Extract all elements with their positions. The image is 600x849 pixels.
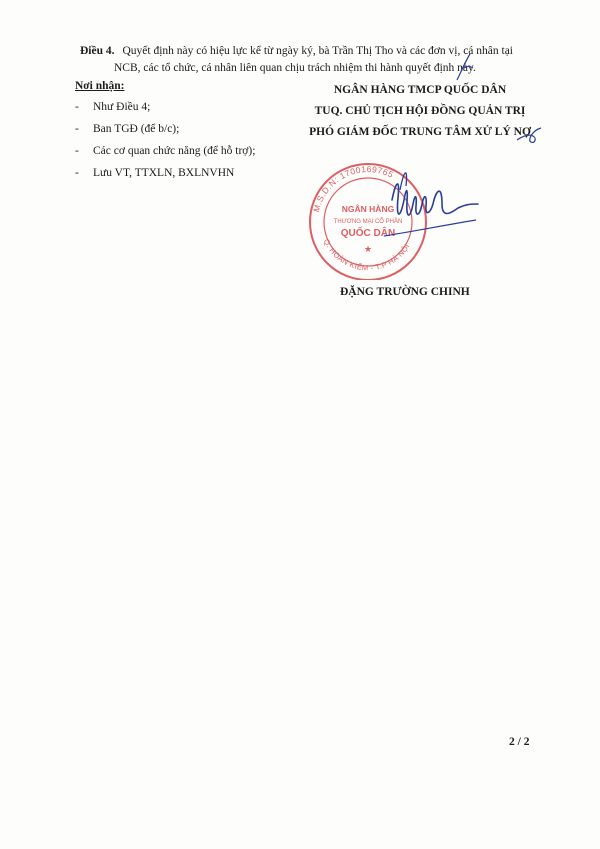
signer-name: ĐẶNG TRƯỜNG CHINH [340,286,470,298]
seal-line-2: THƯƠNG MẠI CỔ PHẦN [333,219,403,225]
svg-text:★: ★ [363,244,373,254]
recipients-section [75,80,255,189]
handwritten-signature [384,173,478,236]
seal-tax-code: M.S.D.N: 1700169765 [311,163,396,214]
seal-location: Q. HOÀN KIẾM - T.P HÀ NỘI [321,237,412,273]
article-number: Điều 4. [80,45,115,57]
seal-line-1: NGÂN HÀNG [341,204,395,214]
recipients-heading: Nơi nhận: [75,80,125,92]
initial-mark-1 [452,50,476,84]
signer-role-1: TUQ. CHỦ TỊCH HỘI ĐỒNG QUẢN TRỊ [314,105,526,117]
signer-role-2: PHÓ GIÁM ĐỐC TRUNG TÂM XỬ LÝ NỢ [309,126,531,138]
list-item: - Ban TGĐ (để b/c); [75,123,180,135]
page-number: 2 / 2 [509,736,530,748]
company-seal [300,160,480,280]
article-text-line1: Quyết định này có hiệu lực kể từ ngày ký, bà Trần Thị Tho và các đơn vị, cá nhân tại [122,45,514,57]
article-text-line2: NCB, các tổ chức, cá nhân liên quan chịu trách nhiệm thi hành quyết định này. [114,62,476,74]
seal-line-3: QUỐC DÂN [340,228,396,239]
signer-block [290,80,550,143]
signer-org: NGÂN HÀNG TMCP QUỐC DÂN [333,84,507,96]
svg-text:Q. HOÀN KIẾM - T.P HÀ NỘI [322,238,412,273]
list-item: - Như Điều 4; [75,101,151,113]
list-item: - Các cơ quan chức năng (để hỗ trợ); [75,145,256,157]
recipients-list [75,101,255,189]
stamp-and-signature [300,160,480,280]
list-item: - Lưu VT, TTXLN, BXLNVHN [75,167,235,179]
